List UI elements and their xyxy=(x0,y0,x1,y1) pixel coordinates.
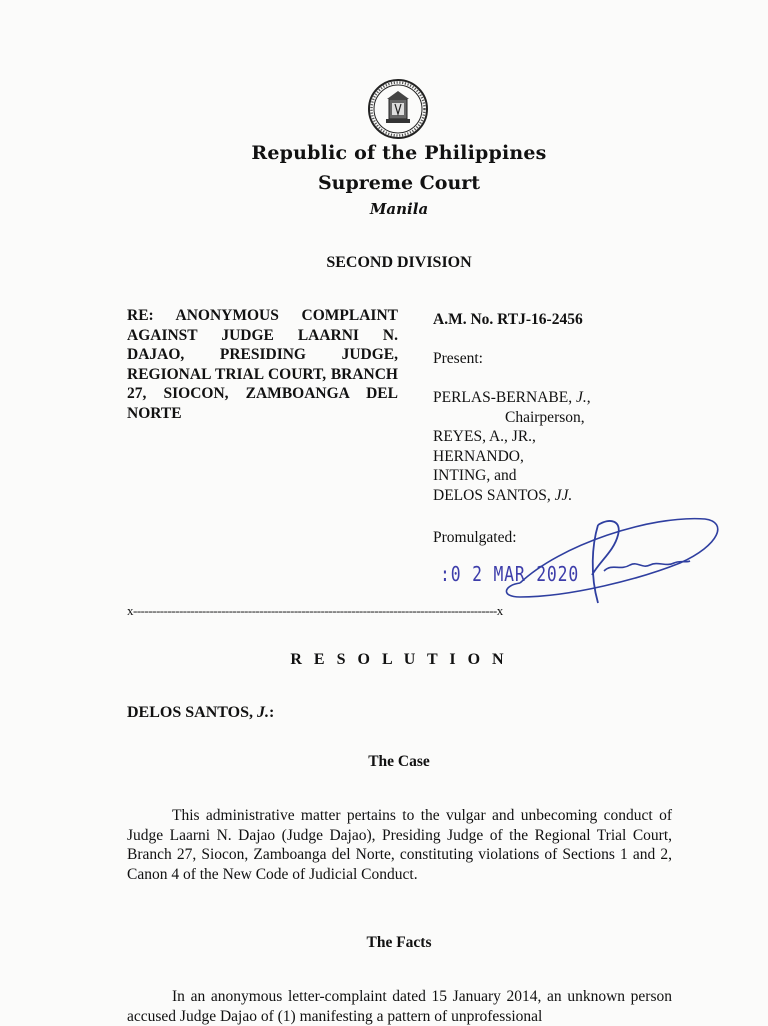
supreme-court-seal-icon xyxy=(367,78,429,140)
city-heading: Manila xyxy=(369,200,429,218)
handwritten-signature xyxy=(500,505,725,610)
justice-role: Chairperson, xyxy=(505,408,585,426)
case-paragraph: This administrative matter pertains to the vulgar and unbecoming conduct of Judge Laarni N. Dajao (Judge Dajao), Presiding Judge of the Regional Trial Court, Branch 27, Siocon, Zamboanga del Norte, constituting violations of Sections 1 and 2, Canon 4 of the New Code of Judicial Conduct. xyxy=(127,807,672,883)
ponente: DELOS SANTOS, J.: xyxy=(127,704,275,721)
present-label: Present: xyxy=(433,350,483,367)
facts-section-heading: The Facts xyxy=(366,934,432,951)
justice-item: HERNANDO, xyxy=(433,447,524,465)
case-caption: RE: ANONYMOUS COMPLAINT AGAINST JUDGE LAARNI N. DAJAO, PRESIDING JUDGE, REGIONAL TRIAL COURT, BRANCH 27, SIOCON, ZAMBOANGA DEL NORTE xyxy=(127,307,398,422)
justices-list xyxy=(433,388,591,505)
justice-item: PERLAS-BERNABE, J., xyxy=(433,389,591,406)
division-heading: SECOND DIVISION xyxy=(326,254,472,271)
justice-item: DELOS SANTOS, JJ. xyxy=(433,486,573,504)
case-number: A.M. No. RTJ-16-2456 xyxy=(433,311,583,328)
caption-divider: x-----------------------------------------------------------------------------------------------x xyxy=(127,603,503,618)
promulgation-date-stamp: :0 2 MAR 2020 xyxy=(440,562,580,586)
facts-paragraph: In an anonymous letter-complaint dated 15 January 2014, an unknown person accused Judge Dajao of (1) manifesting a pattern of unprofessional xyxy=(127,988,672,1025)
promulgated-label: Promulgated: xyxy=(433,529,517,546)
case-section-heading: The Case xyxy=(368,753,430,770)
justice-item: INTING, and xyxy=(433,467,517,484)
court-heading: Supreme Court xyxy=(317,172,481,194)
document-title: R E S O L U T I O N xyxy=(290,651,508,668)
republic-heading: Republic of the Philippines xyxy=(251,142,547,164)
justice-item: REYES, A., JR., xyxy=(433,428,536,445)
